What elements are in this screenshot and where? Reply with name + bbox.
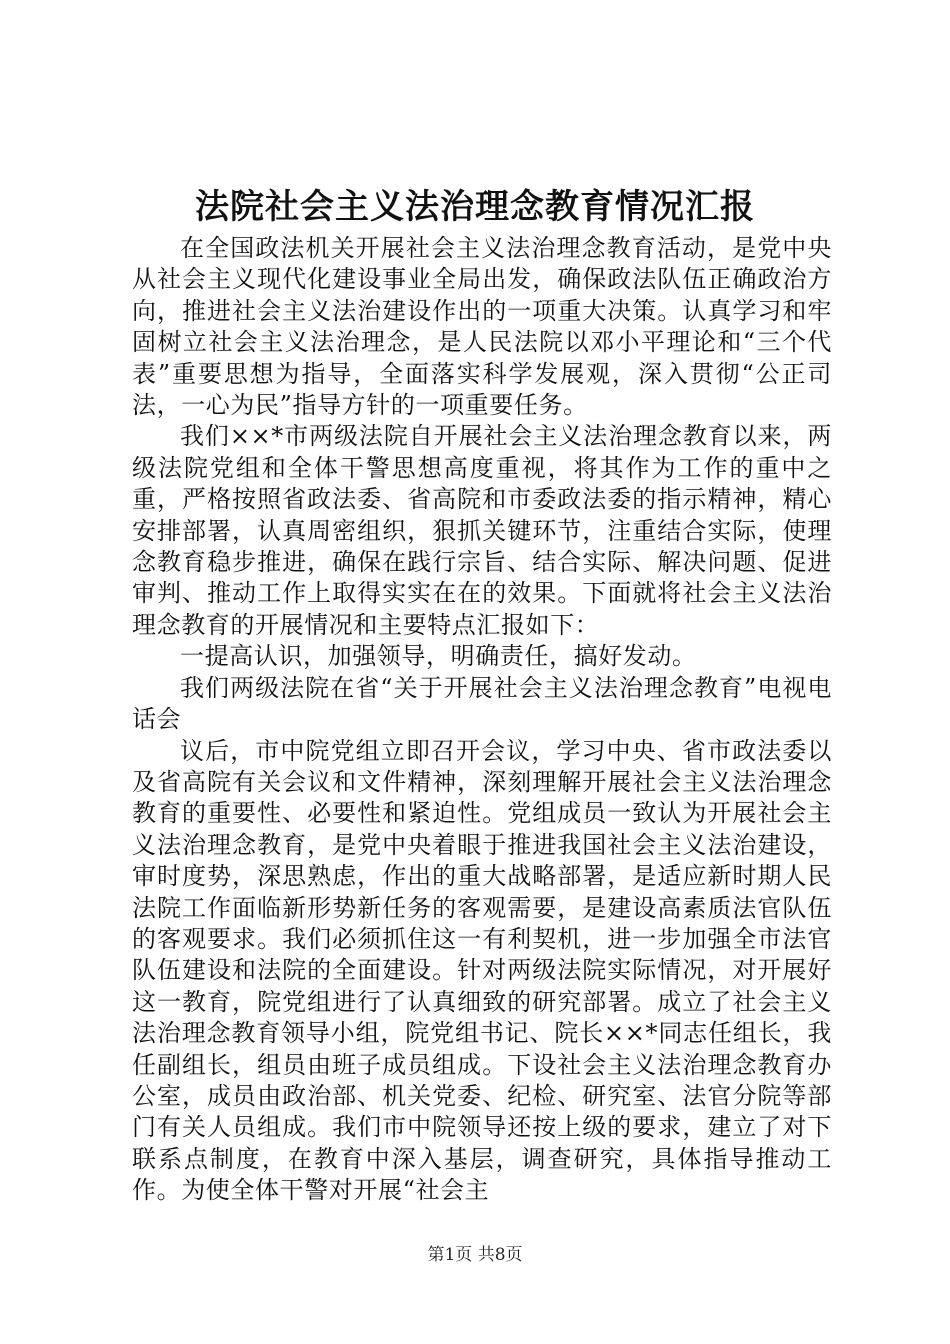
section-heading-1: 一提高认识，加强领导，明确责任，搞好发动。 <box>180 642 697 671</box>
paragraph-intro: 在全国政法机关开展社会主义法治理念教育活动，是党中央从社会主义现代化建设事业全局出发，确保政法队伍正确政治方向，推进社会主义法治建设作出的一项重大决策。认真学习和牢固树立社会主义法治理念，是人民法院以邓小平理论和“三个代表”重要思想为指导，全面落实科学发展观，深入贯彻“公正司法，一心为民”指导方针的一项重要任务。 <box>132 234 832 420</box>
page-number-footer: 第1页 共8页 <box>427 1245 523 1265</box>
paragraph-overview: 我们××*市两级法院自开展社会主义法治理念教育以来，两级法院党组和全体干警思想高度重视，将其作为工作的重中之重，严格按照省政法委、省高院和市委政法委的指示精神，精心安排部署，认真周密组织，狠抓关键环节，注重结合实际，使理念教育稳步推进，确保在践行宗旨、结合实际、解决问题、促进审判、推动工作上取得实实在在的效果。下面就将社会主义法治理念教育的开展情况和主要特点汇报如下： <box>132 422 832 639</box>
paragraph-meeting: 我们两级法院在省“关于开展社会主义法治理念教育”电视电话会 <box>132 673 832 734</box>
paragraph-leadership: 议后，市中院党组立即召开会议，学习中央、省市政法委以及省高院有关会议和文件精神，深刻理解开展社会主义法治理念教育的重要性、必要性和紧迫性。党组成员一致认为开展社会主义法治理念教育，是党中央着眼于推进我国社会主义法治建设，审时度势，深思熟虑，作出的重大战略部署，是适应新时期人民法院工作面临新形势新任务的客观需要，是建设高素质法官队伍的客观要求。我们必须抓住这一有利契机，进一步加强全市法官队伍建设和法院的全面建设。针对两级法院实际情况，对开展好这一教育，院党组进行了认真细致的研究部署。成立了社会主义法治理念教育领导小组，院党组书记、院长××*同志任组长，我任副组长，组员由班子成员组成。下设社会主义法治理念教育办公室，成员由政治部、机关党委、纪检、研究室、法官分院等部门有关人员组成。我们市中院领导还按上级的要求，建立了对下联系点制度，在教育中深入基层，调查研究，具体指导推动工作。为使全体干警对开展“社会主 <box>132 736 832 1205</box>
document-body <box>132 233 832 1207</box>
document-title: 法院社会主义法治理念教育情况汇报 <box>195 187 755 227</box>
